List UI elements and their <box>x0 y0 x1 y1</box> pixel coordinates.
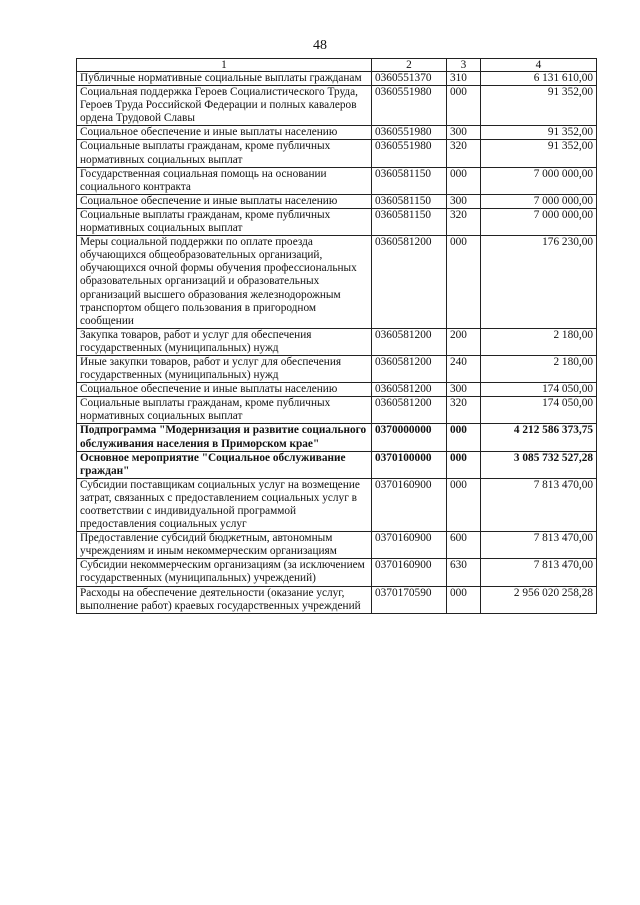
row-type-cell: 600 <box>447 532 481 559</box>
row-amount-cell: 7 813 470,00 <box>481 478 597 531</box>
row-amount-cell: 7 813 470,00 <box>481 532 597 559</box>
row-name-cell: Меры социальной поддержки по оплате проезда обучающихся общеобразовательных организаций, обучающихся очной формы обучения профессиональных образовательных организаций и образовательных организаций высшего образования железнодорожным транспортом общего пользования в пригородном сообщении <box>77 236 372 329</box>
table-row <box>77 424 597 451</box>
row-name-cell: Расходы на обеспечение деятельности (оказание услуг, выполнение работ) краевых государственных учреждений <box>77 586 372 613</box>
row-name-cell: Социальное обеспечение и иные выплаты населению <box>77 383 372 397</box>
table-row <box>77 236 597 329</box>
table-row <box>77 86 597 126</box>
row-code-cell: 0360581200 <box>372 236 447 329</box>
row-type-cell: 240 <box>447 355 481 382</box>
row-name-cell: Социальное обеспечение и иные выплаты населению <box>77 126 372 140</box>
column-header-1: 1 <box>77 59 372 72</box>
row-code-cell: 0360581200 <box>372 328 447 355</box>
row-amount-cell: 7 813 470,00 <box>481 559 597 586</box>
row-type-cell: 320 <box>447 208 481 235</box>
budget-table <box>76 58 597 614</box>
page-number: 48 <box>313 38 327 53</box>
row-type-cell: 300 <box>447 383 481 397</box>
row-name-cell: Социальное обеспечение и иные выплаты населению <box>77 194 372 208</box>
row-name-cell: Социальные выплаты гражданам, кроме публичных нормативных социальных выплат <box>77 397 372 424</box>
table-row <box>77 478 597 531</box>
table-row <box>77 559 597 586</box>
row-name-cell: Субсидии поставщикам социальных услуг на возмещение затрат, связанных с предоставлением социальных услуг в соответствии с индивидуальной программой предоставления социальных услуг <box>77 478 372 531</box>
row-name-cell: Социальные выплаты гражданам, кроме публичных нормативных социальных выплат <box>77 140 372 167</box>
row-amount-cell: 4 212 586 373,75 <box>481 424 597 451</box>
row-amount-cell: 176 230,00 <box>481 236 597 329</box>
row-amount-cell: 174 050,00 <box>481 397 597 424</box>
table-row <box>77 532 597 559</box>
table-header-row <box>77 59 597 72</box>
row-name-cell: Закупка товаров, работ и услуг для обеспечения государственных (муниципальных) нужд <box>77 328 372 355</box>
table-row <box>77 586 597 613</box>
column-header-2: 2 <box>372 59 447 72</box>
row-type-cell: 000 <box>447 86 481 126</box>
row-type-cell: 200 <box>447 328 481 355</box>
row-code-cell: 0360551980 <box>372 126 447 140</box>
row-name-cell: Основное мероприятие "Социальное обслуживание граждан" <box>77 451 372 478</box>
row-type-cell: 000 <box>447 236 481 329</box>
table-row <box>77 194 597 208</box>
row-amount-cell: 174 050,00 <box>481 383 597 397</box>
row-name-cell: Субсидии некоммерческим организациям (за исключением государственных (муниципальных) учреждений) <box>77 559 372 586</box>
row-type-cell: 000 <box>447 586 481 613</box>
row-amount-cell: 3 085 732 527,28 <box>481 451 597 478</box>
row-amount-cell: 6 131 610,00 <box>481 72 597 86</box>
table-row <box>77 72 597 86</box>
row-type-cell: 300 <box>447 126 481 140</box>
row-code-cell: 0370100000 <box>372 451 447 478</box>
row-type-cell: 320 <box>447 397 481 424</box>
table-row <box>77 126 597 140</box>
row-code-cell: 0360551980 <box>372 86 447 126</box>
table-row <box>77 208 597 235</box>
table-row <box>77 355 597 382</box>
row-amount-cell: 91 352,00 <box>481 86 597 126</box>
row-code-cell: 0370160900 <box>372 478 447 531</box>
row-code-cell: 0360581150 <box>372 208 447 235</box>
row-amount-cell: 2 956 020 258,28 <box>481 586 597 613</box>
column-header-4: 4 <box>481 59 597 72</box>
row-code-cell: 0370160900 <box>372 559 447 586</box>
table-row <box>77 328 597 355</box>
row-amount-cell: 7 000 000,00 <box>481 208 597 235</box>
table-row <box>77 451 597 478</box>
row-type-cell: 000 <box>447 424 481 451</box>
row-amount-cell: 91 352,00 <box>481 140 597 167</box>
row-code-cell: 0370160900 <box>372 532 447 559</box>
row-amount-cell: 2 180,00 <box>481 355 597 382</box>
row-code-cell: 0360551980 <box>372 140 447 167</box>
table-row <box>77 383 597 397</box>
row-type-cell: 000 <box>447 167 481 194</box>
row-name-cell: Публичные нормативные социальные выплаты гражданам <box>77 72 372 86</box>
row-name-cell: Предоставление субсидий бюджетным, автономным учреждениям и иным некоммерческим организациям <box>77 532 372 559</box>
row-code-cell: 0360551370 <box>372 72 447 86</box>
row-type-cell: 630 <box>447 559 481 586</box>
row-name-cell: Государственная социальная помощь на основании социального контракта <box>77 167 372 194</box>
row-code-cell: 0360581200 <box>372 355 447 382</box>
row-amount-cell: 7 000 000,00 <box>481 194 597 208</box>
table-row <box>77 167 597 194</box>
row-type-cell: 310 <box>447 72 481 86</box>
row-code-cell: 0360581200 <box>372 383 447 397</box>
row-type-cell: 300 <box>447 194 481 208</box>
row-code-cell: 0370170590 <box>372 586 447 613</box>
row-amount-cell: 91 352,00 <box>481 126 597 140</box>
table-row <box>77 397 597 424</box>
row-name-cell: Социальные выплаты гражданам, кроме публичных нормативных социальных выплат <box>77 208 372 235</box>
row-type-cell: 000 <box>447 451 481 478</box>
row-code-cell: 0360581150 <box>372 167 447 194</box>
row-name-cell: Социальная поддержка Героев Социалистического Труда, Героев Труда Российской Федерации и полных кавалеров ордена Трудовой Славы <box>77 86 372 126</box>
row-amount-cell: 2 180,00 <box>481 328 597 355</box>
row-type-cell: 320 <box>447 140 481 167</box>
row-name-cell: Подпрограмма "Модернизация и развитие социального обслуживания населения в Приморском крае" <box>77 424 372 451</box>
table-row <box>77 140 597 167</box>
row-type-cell: 000 <box>447 478 481 531</box>
row-code-cell: 0360581150 <box>372 194 447 208</box>
column-header-3: 3 <box>447 59 481 72</box>
row-amount-cell: 7 000 000,00 <box>481 167 597 194</box>
row-name-cell: Иные закупки товаров, работ и услуг для обеспечения государственных (муниципальных) нужд <box>77 355 372 382</box>
row-code-cell: 0370000000 <box>372 424 447 451</box>
row-code-cell: 0360581200 <box>372 397 447 424</box>
